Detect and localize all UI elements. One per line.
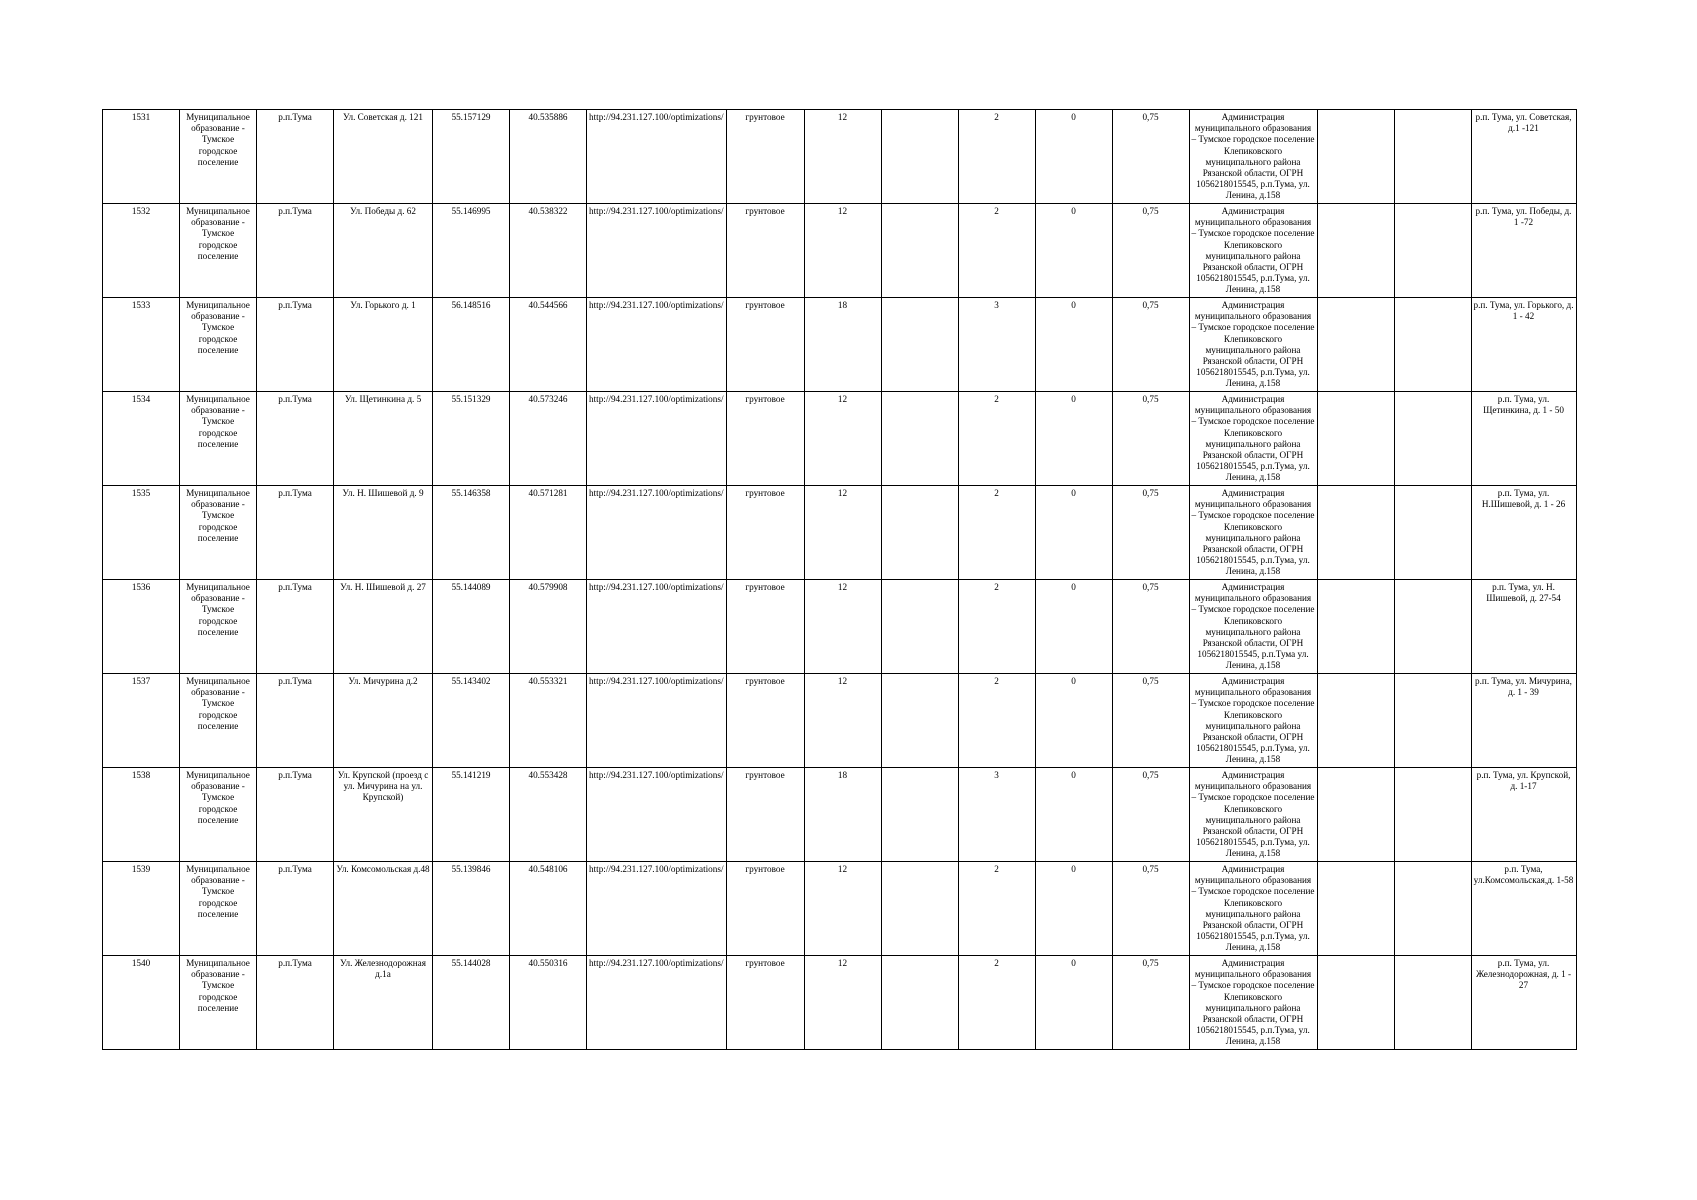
map-link-cell: http://94.231.127.100/optimizations/ bbox=[587, 298, 727, 392]
table-row bbox=[103, 580, 1577, 674]
municipality-cell: Муниципальное образование - Тумское городское поселение bbox=[180, 768, 257, 862]
container-volume-cell: 0,75 bbox=[1112, 768, 1189, 862]
settlement-cell: р.п.Тума bbox=[257, 392, 334, 486]
planned-count-cell: 0 bbox=[1035, 298, 1112, 392]
municipality-cell: Муниципальное образование - Тумское городское поселение bbox=[180, 580, 257, 674]
empty-cell bbox=[881, 862, 958, 956]
empty-cell bbox=[1394, 298, 1471, 392]
settlement-cell: р.п.Тума bbox=[257, 486, 334, 580]
row-number-cell: 1540 bbox=[103, 956, 180, 1050]
container-volume-cell: 0,75 bbox=[1112, 110, 1189, 204]
surface-type-cell: грунтовое bbox=[726, 204, 804, 298]
empty-cell bbox=[1394, 580, 1471, 674]
planned-count-cell: 0 bbox=[1035, 956, 1112, 1050]
longitude-cell: 40.538322 bbox=[510, 204, 587, 298]
surface-type-cell: грунтовое bbox=[726, 862, 804, 956]
container-volume-cell: 0,75 bbox=[1112, 674, 1189, 768]
longitude-cell: 40.579908 bbox=[510, 580, 587, 674]
container-count-cell: 3 bbox=[958, 298, 1035, 392]
planned-count-cell: 0 bbox=[1035, 674, 1112, 768]
latitude-cell: 55.151329 bbox=[433, 392, 510, 486]
latitude-cell: 55.141219 bbox=[433, 768, 510, 862]
row-number-cell: 1531 bbox=[103, 110, 180, 204]
empty-cell bbox=[1394, 110, 1471, 204]
empty-cell bbox=[1317, 674, 1394, 768]
planned-count-cell: 0 bbox=[1035, 580, 1112, 674]
container-count-cell: 2 bbox=[958, 486, 1035, 580]
longitude-cell: 40.548106 bbox=[510, 862, 587, 956]
latitude-cell: 56.148516 bbox=[433, 298, 510, 392]
table-row bbox=[103, 486, 1577, 580]
owner-cell: Администрация муниципального образования – Тумское городское поселение Клепиковского муниципального района Рязанской области, ОГРН 1056218015545, р.п.Тума, ул. Ленина, д.158 bbox=[1189, 204, 1317, 298]
planned-count-cell: 0 bbox=[1035, 768, 1112, 862]
map-link-cell: http://94.231.127.100/optimizations/ bbox=[587, 956, 727, 1050]
container-volume-cell: 0,75 bbox=[1112, 204, 1189, 298]
owner-cell: Администрация муниципального образования – Тумское городское поселение Клепиковского муниципального района Рязанской области, ОГРН 1056218015545, р.п.Тума, ул. Ленина, д.158 bbox=[1189, 768, 1317, 862]
longitude-cell: 40.553321 bbox=[510, 674, 587, 768]
latitude-cell: 55.144028 bbox=[433, 956, 510, 1050]
settlement-cell: р.п.Тума bbox=[257, 674, 334, 768]
table-row bbox=[103, 768, 1577, 862]
street-address-cell: Ул. Щетинкина д. 5 bbox=[334, 392, 433, 486]
container-count-cell: 2 bbox=[958, 956, 1035, 1050]
surface-type-cell: грунтовое bbox=[726, 298, 804, 392]
row-number-cell: 1538 bbox=[103, 768, 180, 862]
empty-cell bbox=[1317, 768, 1394, 862]
municipality-cell: Муниципальное образование - Тумское городское поселение bbox=[180, 486, 257, 580]
area-cell: 12 bbox=[804, 862, 881, 956]
row-number-cell: 1537 bbox=[103, 674, 180, 768]
municipality-cell: Муниципальное образование - Тумское городское поселение bbox=[180, 110, 257, 204]
surface-type-cell: грунтовое bbox=[726, 580, 804, 674]
empty-cell bbox=[1394, 486, 1471, 580]
municipality-cell: Муниципальное образование - Тумское городское поселение bbox=[180, 956, 257, 1050]
empty-cell bbox=[1317, 298, 1394, 392]
container-count-cell: 2 bbox=[958, 674, 1035, 768]
surface-type-cell: грунтовое bbox=[726, 392, 804, 486]
area-cell: 12 bbox=[804, 674, 881, 768]
owner-cell: Администрация муниципального образования – Тумское городское поселение Клепиковского муниципального района Рязанской области, ОГРН 1056218015545, р.п.Тума, ул. Ленина, д.158 bbox=[1189, 862, 1317, 956]
street-address-cell: Ул. Н. Шишевой д. 27 bbox=[334, 580, 433, 674]
empty-cell bbox=[1394, 862, 1471, 956]
area-cell: 12 bbox=[804, 392, 881, 486]
waste-sources-cell: р.п. Тума, ул. Победы, д. 1 -72 bbox=[1471, 204, 1576, 298]
area-cell: 12 bbox=[804, 486, 881, 580]
table-row bbox=[103, 392, 1577, 486]
area-cell: 18 bbox=[804, 298, 881, 392]
latitude-cell: 55.146358 bbox=[433, 486, 510, 580]
table-row bbox=[103, 862, 1577, 956]
empty-cell bbox=[881, 674, 958, 768]
container-count-cell: 2 bbox=[958, 862, 1035, 956]
row-number-cell: 1535 bbox=[103, 486, 180, 580]
longitude-cell: 40.571281 bbox=[510, 486, 587, 580]
container-count-cell: 2 bbox=[958, 580, 1035, 674]
municipality-cell: Муниципальное образование - Тумское городское поселение bbox=[180, 862, 257, 956]
empty-cell bbox=[881, 486, 958, 580]
empty-cell bbox=[1394, 956, 1471, 1050]
waste-sources-cell: р.п. Тума, ул. Н. Шишевой, д. 27-54 bbox=[1471, 580, 1576, 674]
area-cell: 12 bbox=[804, 110, 881, 204]
surface-type-cell: грунтовое bbox=[726, 110, 804, 204]
empty-cell bbox=[1317, 862, 1394, 956]
area-cell: 12 bbox=[804, 956, 881, 1050]
planned-count-cell: 0 bbox=[1035, 204, 1112, 298]
empty-cell bbox=[1317, 486, 1394, 580]
map-link-cell: http://94.231.127.100/optimizations/ bbox=[587, 768, 727, 862]
registry-table bbox=[102, 109, 1577, 1050]
empty-cell bbox=[1394, 674, 1471, 768]
waste-sources-cell: р.п. Тума, ул. Крупской, д. 1-17 bbox=[1471, 768, 1576, 862]
surface-type-cell: грунтовое bbox=[726, 956, 804, 1050]
container-volume-cell: 0,75 bbox=[1112, 956, 1189, 1050]
table-row bbox=[103, 298, 1577, 392]
settlement-cell: р.п.Тума bbox=[257, 768, 334, 862]
map-link-cell: http://94.231.127.100/optimizations/ bbox=[587, 674, 727, 768]
row-number-cell: 1539 bbox=[103, 862, 180, 956]
planned-count-cell: 0 bbox=[1035, 486, 1112, 580]
settlement-cell: р.п.Тума bbox=[257, 956, 334, 1050]
empty-cell bbox=[881, 298, 958, 392]
street-address-cell: Ул. Советская д. 121 bbox=[334, 110, 433, 204]
surface-type-cell: грунтовое bbox=[726, 486, 804, 580]
waste-sources-cell: р.п. Тума, ул. Советская, д.1 -121 bbox=[1471, 110, 1576, 204]
street-address-cell: Ул. Победы д. 62 bbox=[334, 204, 433, 298]
empty-cell bbox=[1317, 110, 1394, 204]
longitude-cell: 40.573246 bbox=[510, 392, 587, 486]
settlement-cell: р.п.Тума bbox=[257, 204, 334, 298]
row-number-cell: 1536 bbox=[103, 580, 180, 674]
latitude-cell: 55.157129 bbox=[433, 110, 510, 204]
municipality-cell: Муниципальное образование - Тумское городское поселение bbox=[180, 298, 257, 392]
table-row bbox=[103, 204, 1577, 298]
registry-table-body bbox=[103, 110, 1577, 1050]
settlement-cell: р.п.Тума bbox=[257, 298, 334, 392]
container-count-cell: 2 bbox=[958, 204, 1035, 298]
empty-cell bbox=[1317, 580, 1394, 674]
settlement-cell: р.п.Тума bbox=[257, 862, 334, 956]
waste-sources-cell: р.п. Тума, ул. Мичурина, д. 1 - 39 bbox=[1471, 674, 1576, 768]
empty-cell bbox=[881, 768, 958, 862]
row-number-cell: 1534 bbox=[103, 392, 180, 486]
longitude-cell: 40.544566 bbox=[510, 298, 587, 392]
table-row bbox=[103, 674, 1577, 768]
container-volume-cell: 0,75 bbox=[1112, 298, 1189, 392]
empty-cell bbox=[881, 392, 958, 486]
owner-cell: Администрация муниципального образования – Тумское городское поселение Клепиковского муниципального района Рязанской области, ОГРН 1056218015545, р.п.Тума, ул. Ленина, д.158 bbox=[1189, 486, 1317, 580]
street-address-cell: Ул. Крупской (проезд с ул. Мичурина на ул. Крупской) bbox=[334, 768, 433, 862]
empty-cell bbox=[881, 110, 958, 204]
empty-cell bbox=[1394, 392, 1471, 486]
map-link-cell: http://94.231.127.100/optimizations/ bbox=[587, 580, 727, 674]
area-cell: 18 bbox=[804, 768, 881, 862]
street-address-cell: Ул. Горького д. 1 bbox=[334, 298, 433, 392]
owner-cell: Администрация муниципального образования – Тумское городское поселение Клепиковского муниципального района Рязанской области, ОГРН 1056218015545, р.п.Тума, ул. Ленина, д.158 bbox=[1189, 298, 1317, 392]
container-volume-cell: 0,75 bbox=[1112, 862, 1189, 956]
waste-sources-cell: р.п. Тума, ул. Горького, д. 1 - 42 bbox=[1471, 298, 1576, 392]
container-volume-cell: 0,75 bbox=[1112, 486, 1189, 580]
owner-cell: Администрация муниципального образования – Тумское городское поселение Клепиковского муниципального района Рязанской области, ОГРН 1056218015545, р.п.Тума, ул. Ленина, д.158 bbox=[1189, 392, 1317, 486]
street-address-cell: Ул. Железнодорожная д.1а bbox=[334, 956, 433, 1050]
map-link-cell: http://94.231.127.100/optimizations/ bbox=[587, 204, 727, 298]
empty-cell bbox=[881, 956, 958, 1050]
waste-sources-cell: р.п. Тума, ул. Щетинкина, д. 1 - 50 bbox=[1471, 392, 1576, 486]
owner-cell: Администрация муниципального образования – Тумское городское поселение Клепиковского муниципального района Рязанской области, ОГРН 1056218015545, р.п.Тума ул. Ленина, д.158 bbox=[1189, 580, 1317, 674]
container-count-cell: 2 bbox=[958, 110, 1035, 204]
latitude-cell: 55.143402 bbox=[433, 674, 510, 768]
waste-sources-cell: р.п. Тума, ул.Комсомольская,д. 1-58 bbox=[1471, 862, 1576, 956]
latitude-cell: 55.144089 bbox=[433, 580, 510, 674]
container-volume-cell: 0,75 bbox=[1112, 392, 1189, 486]
owner-cell: Администрация муниципального образования – Тумское городское поселение Клепиковского муниципального района Рязанской области, ОГРН 1056218015545, р.п.Тума, ул. Ленина, д.158 bbox=[1189, 956, 1317, 1050]
municipality-cell: Муниципальное образование - Тумское городское поселение bbox=[180, 674, 257, 768]
map-link-cell: http://94.231.127.100/optimizations/ bbox=[587, 486, 727, 580]
planned-count-cell: 0 bbox=[1035, 862, 1112, 956]
waste-sources-cell: р.п. Тума, ул. Железнодорожная, д. 1 - 27 bbox=[1471, 956, 1576, 1050]
empty-cell bbox=[1394, 204, 1471, 298]
municipality-cell: Муниципальное образование - Тумское городское поселение bbox=[180, 392, 257, 486]
area-cell: 12 bbox=[804, 204, 881, 298]
owner-cell: Администрация муниципального образования – Тумское городское поселение Клепиковского муниципального района Рязанской области, ОГРН 1056218015545, р.п.Тума, ул. Ленина, д.158 bbox=[1189, 674, 1317, 768]
empty-cell bbox=[1317, 204, 1394, 298]
row-number-cell: 1533 bbox=[103, 298, 180, 392]
settlement-cell: р.п.Тума bbox=[257, 580, 334, 674]
empty-cell bbox=[1317, 392, 1394, 486]
row-number-cell: 1532 bbox=[103, 204, 180, 298]
empty-cell bbox=[1317, 956, 1394, 1050]
street-address-cell: Ул. Н. Шишевой д. 9 bbox=[334, 486, 433, 580]
waste-sources-cell: р.п. Тума, ул. Н.Шишевой, д. 1 - 26 bbox=[1471, 486, 1576, 580]
municipality-cell: Муниципальное образование - Тумское городское поселение bbox=[180, 204, 257, 298]
street-address-cell: Ул. Мичурина д.2 bbox=[334, 674, 433, 768]
container-count-cell: 3 bbox=[958, 768, 1035, 862]
surface-type-cell: грунтовое bbox=[726, 768, 804, 862]
longitude-cell: 40.535886 bbox=[510, 110, 587, 204]
container-volume-cell: 0,75 bbox=[1112, 580, 1189, 674]
owner-cell: Администрация муниципального образования – Тумское городское поселение Клепиковского муниципального района Рязанской области, ОГРН 1056218015545, р.п.Тума, ул. Ленина, д.158 bbox=[1189, 110, 1317, 204]
area-cell: 12 bbox=[804, 580, 881, 674]
map-link-cell: http://94.231.127.100/optimizations/ bbox=[587, 110, 727, 204]
empty-cell bbox=[881, 204, 958, 298]
container-count-cell: 2 bbox=[958, 392, 1035, 486]
settlement-cell: р.п.Тума bbox=[257, 110, 334, 204]
map-link-cell: http://94.231.127.100/optimizations/ bbox=[587, 862, 727, 956]
surface-type-cell: грунтовое bbox=[726, 674, 804, 768]
table-row bbox=[103, 110, 1577, 204]
planned-count-cell: 0 bbox=[1035, 110, 1112, 204]
latitude-cell: 55.139846 bbox=[433, 862, 510, 956]
map-link-cell: http://94.231.127.100/optimizations/ bbox=[587, 392, 727, 486]
table-row bbox=[103, 956, 1577, 1050]
latitude-cell: 55.146995 bbox=[433, 204, 510, 298]
empty-cell bbox=[1394, 768, 1471, 862]
street-address-cell: Ул. Комсомольская д.48 bbox=[334, 862, 433, 956]
planned-count-cell: 0 bbox=[1035, 392, 1112, 486]
empty-cell bbox=[881, 580, 958, 674]
longitude-cell: 40.553428 bbox=[510, 768, 587, 862]
longitude-cell: 40.550316 bbox=[510, 956, 587, 1050]
